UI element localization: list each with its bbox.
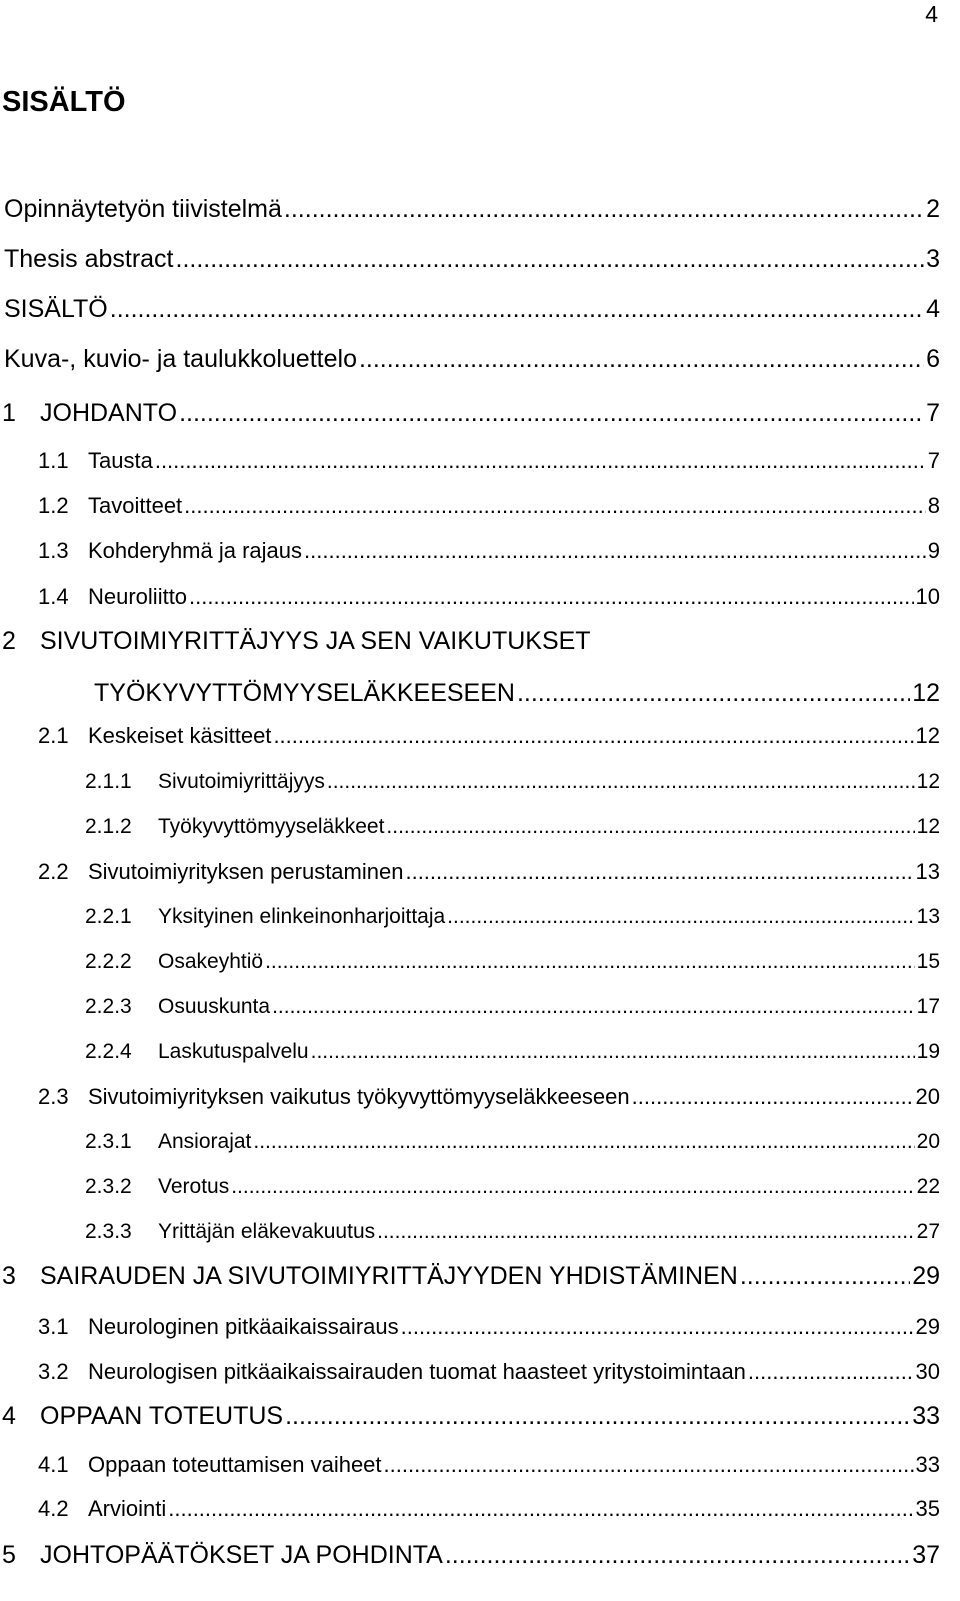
- toc-entry[interactable]: [0, 993, 940, 1021]
- toc-entry-title: Tavoitteet: [88, 493, 183, 518]
- toc-entry[interactable]: [0, 722, 940, 750]
- toc-entry[interactable]: [0, 1218, 940, 1246]
- toc-entry-title: Kuva-, kuvio- ja taulukkoluettelo: [4, 345, 357, 373]
- toc-entry-page: 35: [915, 1496, 940, 1521]
- toc-leader-dots: [231, 1173, 914, 1201]
- toc-leader-dots: [155, 447, 926, 475]
- toc-entry-number: 3.2: [38, 1359, 69, 1384]
- toc-leader-dots: [447, 903, 914, 931]
- toc-entry[interactable]: [0, 768, 940, 796]
- toc-entry-page: 33: [915, 1452, 940, 1477]
- toc-entry-number: 2.3.3: [85, 1220, 132, 1243]
- toc-entry[interactable]: [0, 813, 940, 841]
- toc-leader-dots: [176, 243, 925, 275]
- toc-entry-page: 22: [916, 1175, 940, 1198]
- toc-entry-page: 29: [915, 1314, 940, 1339]
- toc-entry-number: 2.3.1: [85, 1130, 132, 1153]
- toc-entry-page: 7: [926, 399, 940, 427]
- toc-leader-dots: [285, 1400, 910, 1432]
- toc-entry-page: 12: [916, 815, 940, 838]
- toc-entry-page: 20: [915, 1084, 940, 1109]
- toc-entry-title: Yrittäjän eläkevakuutus: [158, 1220, 376, 1243]
- toc-entry-title: SIVUTOIMIYRITTÄJYYS JA SEN VAIKUTUKSET: [40, 627, 591, 655]
- toc-leader-dots: [272, 993, 915, 1021]
- toc-entry-title: Sivutoimiyrittäjyys: [158, 770, 325, 793]
- toc-entry-page: 20: [916, 1130, 940, 1153]
- toc-entry-number: 2.1.2: [85, 815, 132, 838]
- toc-leader-dots: [265, 948, 915, 976]
- toc-entry[interactable]: [0, 1038, 940, 1066]
- toc-entry[interactable]: [0, 625, 940, 657]
- toc-entry-page: 15: [916, 950, 940, 973]
- toc-entry-number: 3: [2, 1262, 16, 1290]
- toc-entry-number: 5: [2, 1541, 16, 1569]
- toc-entry-title: Osuuskunta: [158, 995, 271, 1018]
- toc-entry-page: 8: [927, 493, 940, 518]
- toc-entry-title: OPPAAN TOTEUTUS: [40, 1402, 284, 1430]
- toc-entry[interactable]: [0, 903, 940, 931]
- toc-entry-page: 12: [912, 679, 940, 707]
- toc-entry-page: 10: [915, 584, 940, 609]
- toc-entry-number: 4.2: [38, 1496, 69, 1521]
- toc-leader-dots: [748, 1358, 914, 1386]
- toc-leader-dots: [359, 343, 924, 375]
- toc-entry-page: 37: [912, 1541, 940, 1569]
- toc-entry[interactable]: [0, 492, 940, 520]
- toc-leader-dots: [273, 722, 913, 750]
- toc-leader-dots: [304, 537, 926, 565]
- toc-entry-title: Verotus: [158, 1175, 230, 1198]
- toc-entry-title: Opinnäytetyön tiivistelmä: [4, 195, 282, 223]
- toc-entry[interactable]: [0, 1313, 940, 1341]
- toc-entry-number: 2.3.2: [85, 1175, 132, 1198]
- page-title: SISÄLTÖ: [2, 86, 126, 118]
- toc-entry-page: 2: [926, 195, 940, 223]
- toc-entry[interactable]: [0, 1358, 940, 1386]
- toc-leader-dots: [179, 397, 924, 429]
- toc-entry-number: 2.2: [38, 859, 69, 884]
- toc-entry-number: 2: [2, 627, 16, 655]
- toc-entry-page: 33: [912, 1402, 940, 1430]
- toc-entry[interactable]: [0, 1260, 940, 1292]
- toc-entry[interactable]: [0, 948, 940, 976]
- toc-leader-dots: [284, 193, 924, 225]
- toc-entry-title: Neuroliitto: [88, 584, 188, 609]
- toc-leader-dots: [184, 492, 926, 520]
- page-number: 4: [925, 1, 938, 27]
- toc-entry-number: 2.1.1: [85, 770, 132, 793]
- toc-entry-page: 17: [916, 995, 940, 1018]
- toc-leader-dots: [327, 768, 915, 796]
- toc-entry-page: 4: [926, 295, 940, 323]
- toc-entry-page: 30: [915, 1359, 940, 1384]
- toc-leader-dots: [189, 583, 913, 611]
- toc-entry-title: SISÄLTÖ: [4, 295, 108, 323]
- toc-entry[interactable]: [0, 1128, 940, 1156]
- toc-leader-dots: [445, 1539, 910, 1571]
- toc-entry-number: 4.1: [38, 1452, 69, 1477]
- toc-entry-number: 2.3: [38, 1084, 69, 1109]
- toc-entry[interactable]: [0, 293, 940, 325]
- toc-entry-title: Oppaan toteuttamisen vaiheet: [88, 1452, 382, 1477]
- toc-entry[interactable]: [0, 243, 940, 275]
- toc-entry-page: 6: [926, 345, 940, 373]
- toc-entry-title: Sivutoimiyrityksen vaikutus työkyvyttömyyseläkkeeseen: [88, 1084, 630, 1109]
- toc-entry-number: 1.3: [38, 538, 69, 563]
- toc-entry[interactable]: [0, 397, 940, 429]
- toc-leader-dots: [311, 1038, 915, 1066]
- toc-leader-dots: [740, 1260, 910, 1292]
- toc-entry-number: 4: [2, 1402, 16, 1430]
- toc-entry-page: 9: [927, 538, 940, 563]
- toc-leader-dots: [377, 1218, 915, 1246]
- toc-entry[interactable]: [0, 343, 940, 375]
- toc-entry[interactable]: [0, 1400, 940, 1432]
- toc-entry-number: 1: [2, 399, 16, 427]
- toc-entry[interactable]: [0, 1451, 940, 1479]
- toc-entry[interactable]: [0, 447, 940, 475]
- toc-entry-title: JOHDANTO: [40, 399, 178, 427]
- toc-entry-number: 2.2.4: [85, 1040, 132, 1063]
- toc-entry[interactable]: [0, 1539, 940, 1571]
- toc-entry[interactable]: [0, 583, 940, 611]
- toc-entry-title: Työkyvyttömyyseläkkeet: [158, 815, 385, 838]
- toc-entry[interactable]: [0, 537, 940, 565]
- toc-entry-title: Osakeyhtiö: [158, 950, 264, 973]
- toc-entry[interactable]: [0, 1083, 940, 1111]
- toc-entry[interactable]: [0, 858, 940, 886]
- toc-entry-page: 19: [916, 1040, 940, 1063]
- toc-leader-dots: [401, 1313, 914, 1341]
- toc-entry-number: 2.2.2: [85, 950, 132, 973]
- toc-entry[interactable]: [0, 193, 940, 225]
- toc-leader-dots: [110, 293, 924, 325]
- toc-entry-title: Neurologisen pitkäaikaissairauden tuomat haasteet yritystoimintaan: [88, 1359, 746, 1384]
- toc-entry-title: Kohderyhmä ja rajaus: [88, 538, 303, 563]
- toc-entry-title: Yksityinen elinkeinonharjoittaja: [158, 905, 446, 928]
- toc-entry-title-continuation: TYÖKYVYTTÖMYYSELÄKKEESEEN: [94, 679, 515, 707]
- toc-entry-number: 2.2.1: [85, 905, 132, 928]
- toc-entry-page: 12: [915, 723, 940, 748]
- toc-entry-title: Tausta: [88, 448, 153, 473]
- toc-entry-page: 27: [916, 1220, 940, 1243]
- toc-entry-title: SAIRAUDEN JA SIVUTOIMIYRITTÄJYYDEN YHDISTÄMINEN: [40, 1262, 738, 1290]
- toc-entry-title: JOHTOPÄÄTÖKSET JA POHDINTA: [40, 1541, 443, 1569]
- toc-leader-dots: [168, 1495, 913, 1523]
- toc-entry-continuation[interactable]: [0, 677, 940, 709]
- toc-leader-dots: [632, 1083, 914, 1111]
- toc-entry-page: 13: [915, 859, 940, 884]
- toc-entry-title: Sivutoimiyrityksen perustaminen: [88, 859, 404, 884]
- toc-entry-number: 1.1: [38, 448, 69, 473]
- toc-entry-page: 12: [916, 770, 940, 793]
- toc-entry-number: 2.2.3: [85, 995, 132, 1018]
- toc-entry-number: 1.2: [38, 493, 69, 518]
- toc-leader-dots: [253, 1128, 914, 1156]
- toc-entry-title: Thesis abstract: [4, 245, 174, 273]
- toc-entry-title: Laskutuspalvelu: [158, 1040, 309, 1063]
- toc-entry-number: 3.1: [38, 1314, 69, 1339]
- toc-leader-dots: [517, 677, 910, 709]
- toc-leader-dots: [384, 1451, 914, 1479]
- toc-entry[interactable]: [0, 1495, 940, 1523]
- toc-entry-title: Ansiorajat: [158, 1130, 252, 1153]
- toc-entry-title: Neurologinen pitkäaikaissairaus: [88, 1314, 399, 1339]
- toc-leader-dots: [405, 858, 913, 886]
- toc-entry-page: 13: [916, 905, 940, 928]
- toc-entry[interactable]: [0, 1173, 940, 1201]
- toc-entry-title: Arviointi: [88, 1496, 167, 1521]
- toc-entry-page: 3: [926, 245, 940, 273]
- toc-entry-page: 7: [927, 448, 940, 473]
- toc-entry-number: 2.1: [38, 723, 69, 748]
- toc-entry-page: 29: [912, 1262, 940, 1290]
- toc-entry-title: Keskeiset käsitteet: [88, 723, 272, 748]
- toc-entry-number: 1.4: [38, 584, 69, 609]
- toc-leader-dots: [386, 813, 914, 841]
